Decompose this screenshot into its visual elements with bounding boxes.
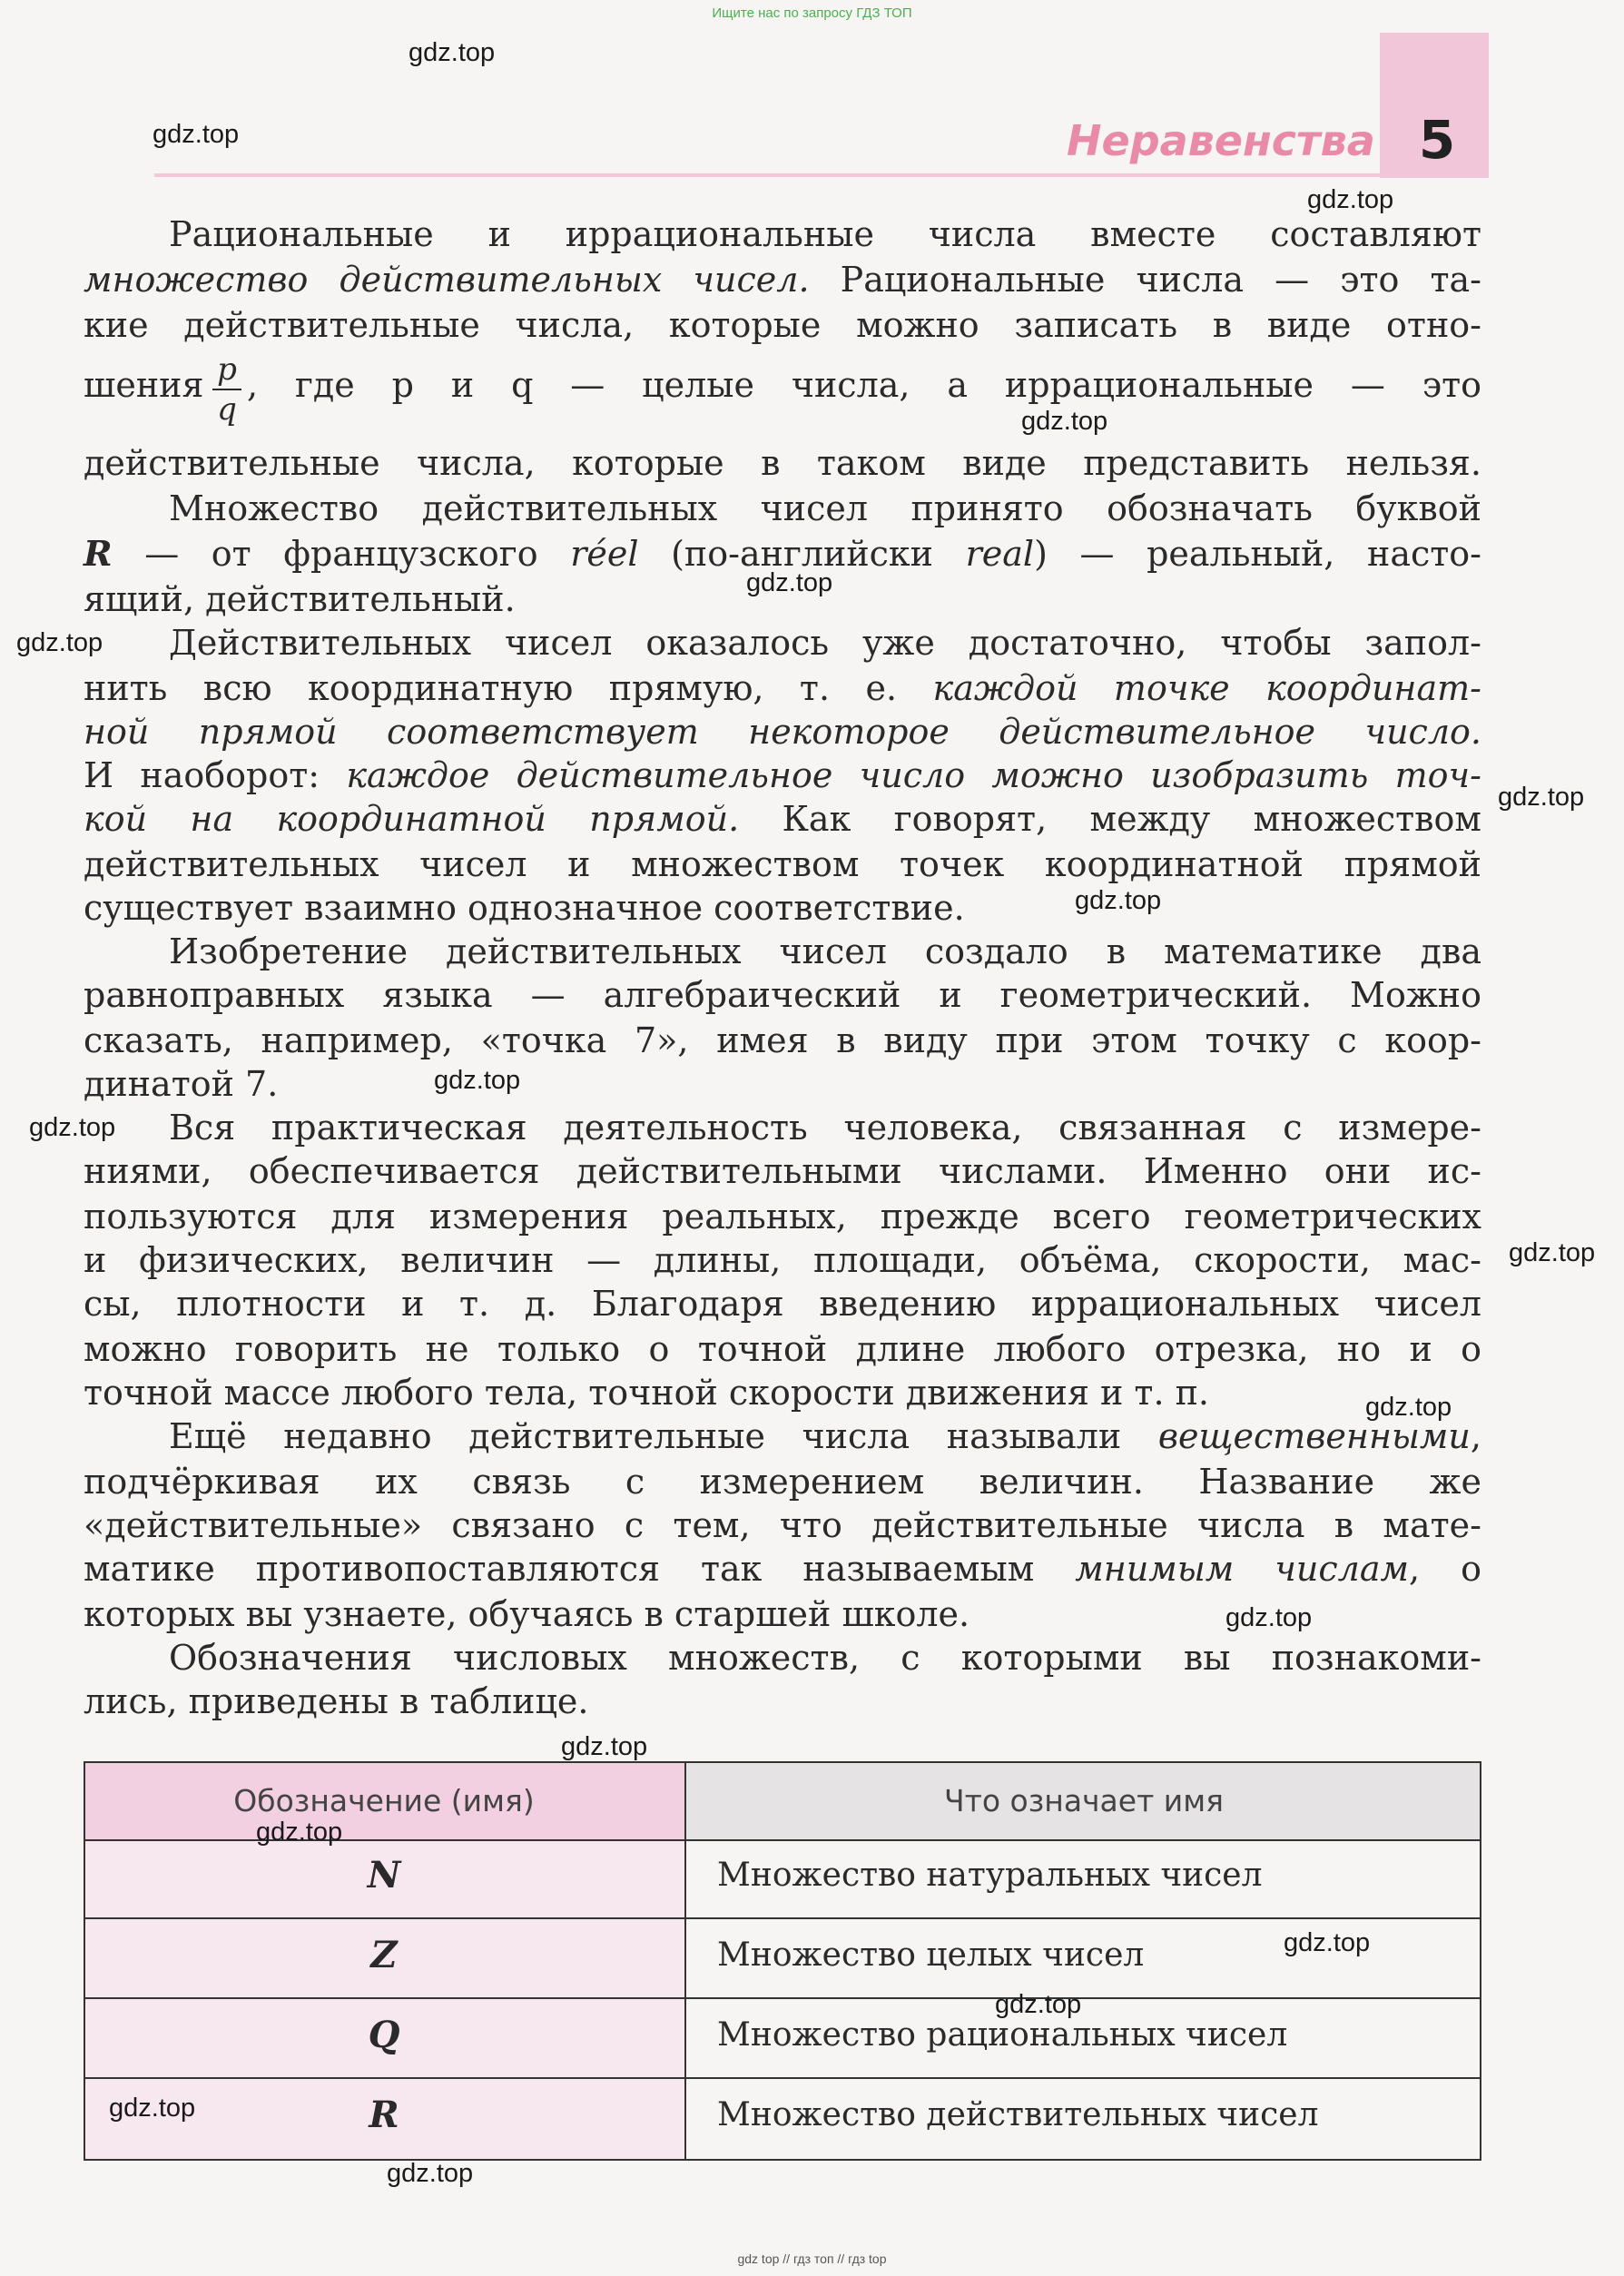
chapter-title: Неравенства bbox=[1067, 116, 1375, 165]
text-line: «действительные» связано с тем, что действительные числа в мате- bbox=[84, 1505, 1481, 1545]
table-cell-meaning: Множество натуральных чисел bbox=[717, 1857, 1263, 1894]
watermark: gdz.top bbox=[16, 628, 103, 657]
table-cell-symbol: Q bbox=[368, 2014, 400, 2056]
watermark: gdz.top bbox=[995, 1990, 1082, 2019]
text-line: действительные числа, которые в таком виде представить нельзя. bbox=[84, 443, 1481, 483]
text-line: подчёркивая их связь с измерением величин. Название же bbox=[84, 1462, 1481, 1502]
text-line: равноправных языка — алгебраический и геометрический. Можно bbox=[84, 975, 1481, 1015]
text-line: пользуются для измерения реальных, прежде всего геометрических bbox=[84, 1197, 1481, 1237]
watermark: gdz.top bbox=[153, 120, 240, 149]
text-line: и физических, величин — длины, площади, объёма, скорости, мас- bbox=[84, 1240, 1481, 1280]
text-line: существует взаимно однозначное соответствие. bbox=[84, 888, 965, 928]
text-line: Рациональные и иррациональные числа вместе составляют bbox=[169, 214, 1481, 254]
text-line: Действительных чисел оказалось уже достаточно, чтобы запол- bbox=[169, 623, 1481, 663]
top-note: Ищите нас по запросу ГДЗ ТОП bbox=[712, 5, 912, 21]
text-line: Ещё недавно действительные числа называли вещественными, bbox=[169, 1416, 1481, 1456]
text-line: сказать, например, «точка 7», имея в виду при этом точку с коор- bbox=[84, 1020, 1481, 1060]
text-line: И наоборот: каждое действительное число можно изобразить точ- bbox=[84, 755, 1481, 795]
watermark: gdz.top bbox=[1498, 783, 1585, 812]
text-line: Обозначения числовых множеств, с которыми вы познакоми- bbox=[169, 1638, 1481, 1678]
text-line: динатой 7. bbox=[84, 1064, 279, 1104]
text-line: Изобретение действительных чисел создало в математике два bbox=[169, 931, 1481, 971]
text-line: R — от французского réel (по-английски real) — реальный, насто- bbox=[84, 533, 1481, 574]
table-row-divider bbox=[84, 1997, 1481, 1999]
text-line: ной прямой соответствует некоторое действительное число. bbox=[84, 712, 1481, 752]
watermark: gdz.top bbox=[109, 2094, 196, 2123]
text-line: кие действительные числа, которые можно записать в виде отно- bbox=[84, 305, 1481, 345]
table-cell-meaning: Множество рациональных чисел bbox=[717, 2016, 1288, 2054]
text-line: , где p и q — целые числа, а иррациональные — это bbox=[247, 365, 1481, 405]
chapter-number: 5 bbox=[1418, 109, 1456, 171]
text-line: лись, приведены в таблице. bbox=[84, 1681, 589, 1721]
watermark: gdz.top bbox=[1365, 1393, 1452, 1422]
text-line: которых вы узнаете, обучаясь в старшей школе. bbox=[84, 1594, 970, 1634]
text-line: матике противопоставляются так называемым мнимым числам, о bbox=[84, 1549, 1481, 1589]
text-line: кой на координатной прямой. Как говорят, между множеством bbox=[84, 799, 1481, 839]
fraction-denominator: q bbox=[217, 391, 237, 428]
text-line: множество действительных чисел. Рациональные числа — это та- bbox=[84, 260, 1482, 300]
fraction-p-over-q bbox=[209, 352, 245, 427]
watermark: gdz.top bbox=[746, 568, 833, 597]
watermark: gdz.top bbox=[1284, 1928, 1371, 1957]
table-cell-symbol: R bbox=[369, 2094, 399, 2136]
table-cell-symbol: N bbox=[367, 1854, 401, 1897]
text-line: Вся практическая деятельность человека, связанная с измере- bbox=[169, 1108, 1481, 1148]
watermark: gdz.top bbox=[1021, 407, 1108, 436]
watermark: gdz.top bbox=[434, 1066, 521, 1095]
table-header-symbol: Обозначение (имя) bbox=[233, 1783, 535, 1818]
table-cell-meaning: Множество целых чисел bbox=[717, 1936, 1145, 1974]
header-rule bbox=[154, 173, 1380, 177]
text-line: ящий, действительный. bbox=[84, 579, 516, 619]
watermark: gdz.top bbox=[1075, 886, 1162, 915]
watermark: gdz.top bbox=[1509, 1238, 1596, 1267]
table-row-divider bbox=[84, 2077, 1481, 2079]
table-header-meaning: Что означает имя bbox=[944, 1783, 1224, 1818]
table-cell-meaning: Множество действительных чисел bbox=[717, 2096, 1319, 2133]
watermark: gdz.top bbox=[561, 1732, 648, 1761]
fraction-bar bbox=[212, 389, 241, 390]
watermark: gdz.top bbox=[1225, 1603, 1313, 1632]
text-line: действительных чисел и множеством точек координатной прямой bbox=[84, 844, 1481, 884]
text-line: Множество действительных чисел принято обозначать буквой bbox=[169, 488, 1481, 528]
table-row-divider bbox=[84, 1917, 1481, 1919]
bottom-note: gdz top // гдз топ // гдз top bbox=[737, 2251, 887, 2266]
watermark: gdz.top bbox=[1307, 185, 1394, 214]
table-column-divider bbox=[684, 1761, 686, 2161]
text-line: точной массе любого тела, точной скорости движения и т. п. bbox=[84, 1373, 1210, 1413]
watermark: gdz.top bbox=[408, 38, 496, 67]
text-line: ниями, обеспечивается действительными числами. Именно они ис- bbox=[84, 1151, 1481, 1191]
text-line: сы, плотности и т. д. Благодаря введению иррациональных чисел bbox=[84, 1284, 1481, 1324]
watermark: gdz.top bbox=[256, 1818, 343, 1847]
fraction-numerator: p bbox=[217, 351, 237, 388]
watermark: gdz.top bbox=[29, 1113, 116, 1142]
table-cell-symbol: Z bbox=[370, 1934, 398, 1976]
text-line: нить всю координатную прямую, т. е. каждой точке координат- bbox=[84, 668, 1481, 708]
text-line: можно говорить не только о точной длине любого отрезка, но и о bbox=[84, 1329, 1481, 1369]
text-line: шения bbox=[84, 365, 204, 405]
watermark: gdz.top bbox=[387, 2159, 474, 2188]
